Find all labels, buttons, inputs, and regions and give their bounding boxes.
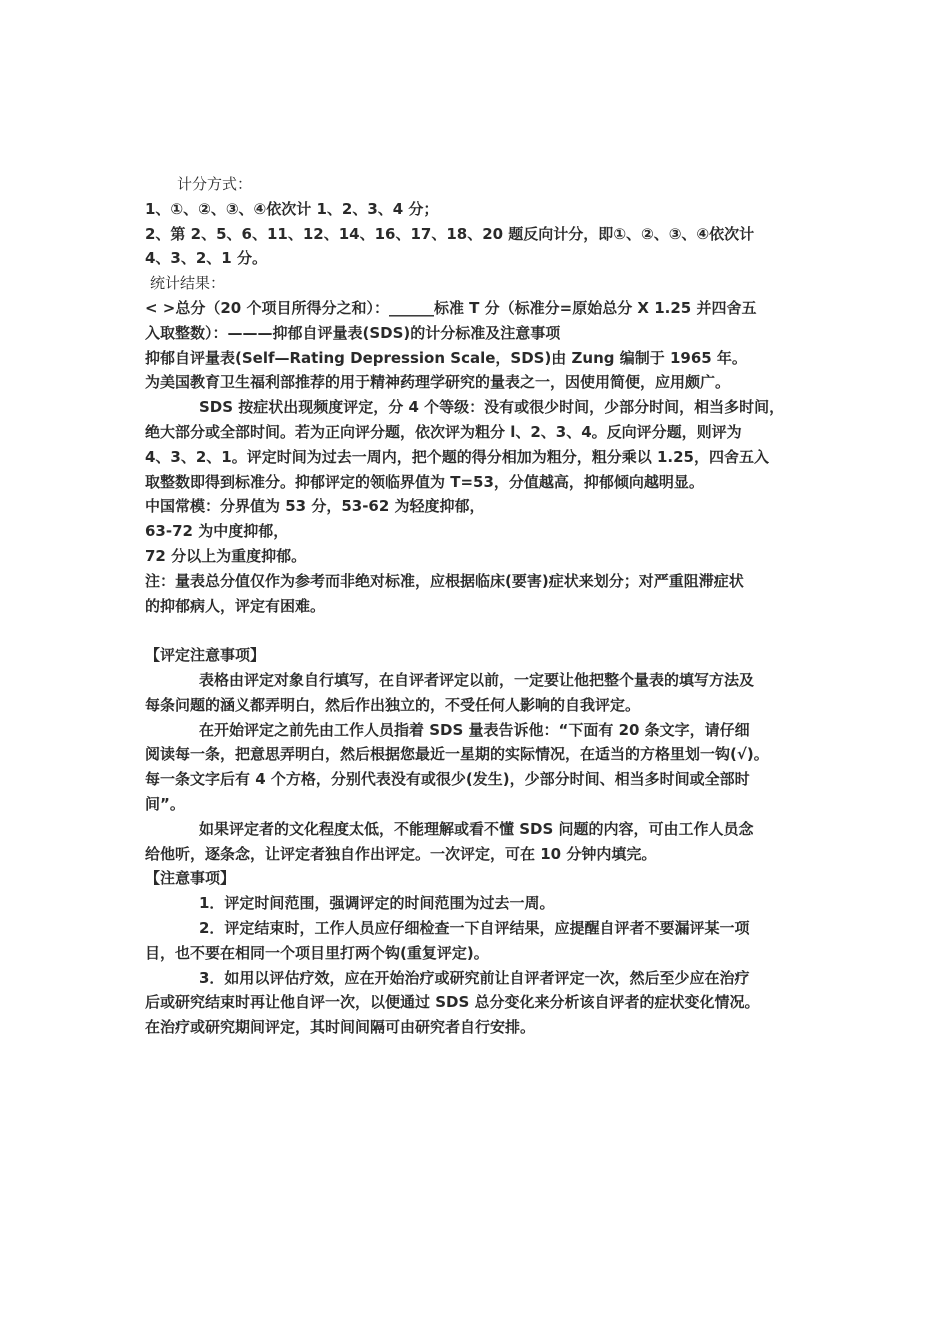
method-line-3: 4、3、2、1。评定时间为过去一周内，把个题的得分相加为粗分，粗分乘以 1.25，四舍五入 — [145, 447, 769, 466]
caution-item-2-line-2: 目，也不要在相同一个项目里打两个钩(重复评定)。 — [145, 943, 489, 962]
scoring-rule-2: 2、第 2、5、6、11、12、14、16、17、18、20 题反向计分，即①、②、③、④依次计 — [145, 224, 755, 243]
caution-item-1: 1．评定时间范围，强调评定的时间范围为过去一周。 — [199, 894, 555, 913]
caution-item-3-line-3: 在治疗或研究期间评定，其时间间隔可由研究者自行安排。 — [145, 1018, 536, 1037]
norms-line-1: 中国常模：分界值为 53 分，53-62 为轻度抑郁， — [145, 497, 485, 516]
scoring-rule-2-cont: 4、3、2、1 分。 — [145, 249, 267, 268]
spacer — [145, 618, 825, 643]
norms-line-3: 72 分以上为重度抑郁。 — [145, 546, 307, 565]
caution-item-3-line-1: 3．如用以评估疗效，应在开始治疗或研究前让自评者评定一次，然后至少应在治疗 — [199, 968, 750, 987]
assessment-p3-line-1: 如果评定者的文化程度太低，不能理解或看不懂 SDS 问题的内容，可由工作人员念 — [199, 819, 754, 838]
scoring-rule-1: 1、①、②、③、④依次计 1、2、3、4 分； — [145, 199, 439, 218]
intro-line-1: 抑郁自评量表(Self—Rating Depression Scale，SDS)由 Zung 编制于 1965 年。 — [145, 348, 747, 367]
norms-line-2: 63-72 为中度抑郁， — [145, 522, 289, 541]
assessment-p1-line-1: 表格由评定对象自行填写，在自评者评定以前，一定要让他把整个量表的填写方法及 — [199, 670, 755, 689]
document-page — [145, 172, 825, 1040]
assessment-p1-line-2: 每条问题的涵义都弄明白，然后作出独立的，不受任何人影响的自我评定。 — [145, 695, 641, 714]
scoring-heading: 计分方式： — [177, 175, 253, 193]
assessment-p2-line-4: 间”。 — [145, 794, 185, 813]
caution-item-2-line-1: 2．评定结束时，工作人员应仔细检查一下自评结果，应提醒自评者不要漏评某一项 — [199, 918, 750, 937]
stats-line-1: < >总分（20 个项目所得分之和）：______标准 T 分（标准分=原始总分 X 1.25 并四舍五 — [145, 298, 757, 317]
stats-line-2: 入取整数）：———抑郁自评量表(SDS)的计分标准及注意事项 — [145, 323, 561, 342]
note-line-1: 注：量表总分值仅作为参考而非绝对标准，应根据临床(要害)症状来划分；对严重阻滞症状 — [145, 571, 744, 590]
stats-heading: 统计结果： — [150, 274, 226, 293]
assessment-p2-line-1: 在开始评定之前先由工作人员指着 SDS 量表告诉他：“下面有 20 条文字，请仔细 — [199, 720, 750, 739]
caution-item-3-line-2: 后或研究结束时再让他自评一次，以便通过 SDS 总分变化来分析该自评者的症状变化情况。 — [145, 993, 760, 1012]
cautions-heading: 【注意事项】 — [145, 869, 236, 888]
intro-line-2: 为美国教育卫生福利部推荐的用于精神药理学研究的量表之一，因使用简便，应用颇广。 — [145, 373, 731, 392]
method-line-4: 取整数即得到标准分。抑郁评定的领临界值为 T=53，分值越高，抑郁倾向越明显。 — [145, 472, 704, 491]
assessment-p2-line-2: 阅读每一条，把意思弄明白，然后根据您最近一星期的实际情况，在适当的方格里划一钩(√)。 — [145, 745, 769, 764]
assessment-heading: 【评定注意事项】 — [145, 646, 266, 665]
method-line-2: 绝大部分或全部时间。若为正向评分题，依次评为粗分 l、2、3、4。反向评分题，则评为 — [145, 422, 742, 441]
note-line-2: 的抑郁病人，评定有困难。 — [145, 596, 326, 615]
assessment-p2-line-3: 每一条文字后有 4 个方格，分别代表没有或很少(发生)，少部分时间、相当多时间或全部时 — [145, 770, 750, 789]
method-line-1: SDS 按症状出现频度评定，分 4 个等级：没有或很少时间，少部分时间，相当多时间， — [199, 398, 785, 417]
assessment-p3-line-2: 给他听，逐条念，让评定者独自作出评定。一次评定，可在 10 分钟内填完。 — [145, 844, 657, 863]
